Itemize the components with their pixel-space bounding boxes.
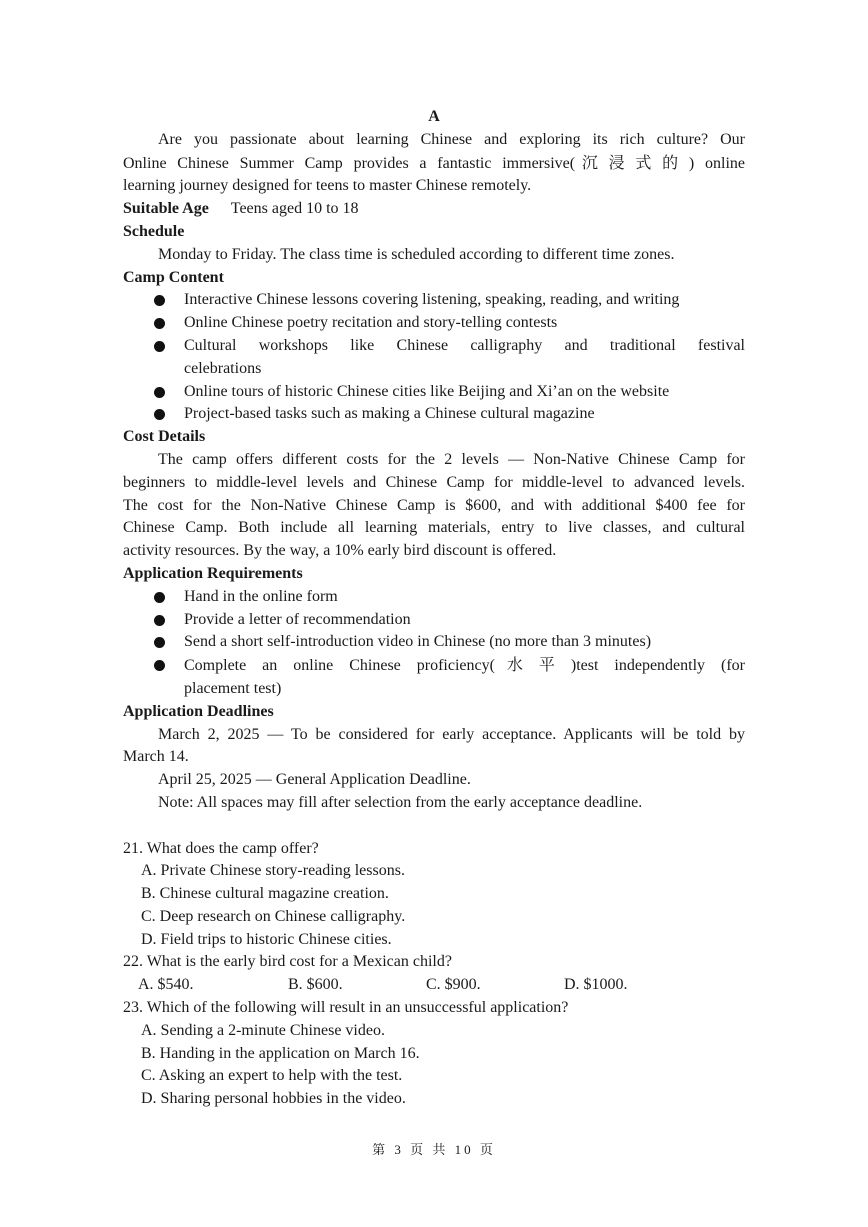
deadline-general: April 25, 2025 — General Application Deadline. <box>158 771 471 789</box>
cost-line-4: Chinese Camp. Both include all learning materials, entry to live classes, and cultural <box>123 519 745 537</box>
question-21-stem: 21. What does the camp offer? <box>123 839 319 857</box>
passage-page <box>123 106 745 1111</box>
list-item-first-line <box>184 654 745 678</box>
question-23-option-c: C. Asking an expert to help with the test. <box>141 1067 403 1085</box>
list-item-continuation: placement test) <box>184 679 282 697</box>
question-21-option-c: C. Deep research on Chinese calligraphy. <box>141 907 406 925</box>
spacer <box>123 815 745 838</box>
application-requirements-heading: Application Requirements <box>123 564 303 582</box>
intro-line-3: learning journey designed for teens to master Chinese remotely. <box>123 177 532 195</box>
proficiency-text-b: )test independently (for <box>570 657 745 675</box>
deadline-early-line-2: March 14. <box>123 748 189 766</box>
list-item-continuation: celebrations <box>184 359 262 377</box>
suitable-age-label: Suitable Age <box>123 200 209 218</box>
list-item: Project-based tasks such as making a Chinese cultural magazine <box>123 403 745 426</box>
intro-line-2-b: ) online <box>688 154 745 172</box>
list-item: Send a short self-introduction video in Chinese (no more than 3 minutes) <box>123 631 745 654</box>
intro-line-2 <box>123 152 745 176</box>
camp-content-list <box>123 289 745 426</box>
schedule-text: Monday to Friday. The class time is scheduled according to different time zones. <box>158 245 675 263</box>
list-item: Online Chinese poetry recitation and story-telling contests <box>123 312 745 335</box>
question-21-option-b: B. Chinese cultural magazine creation. <box>141 885 389 903</box>
cost-details-heading: Cost Details <box>123 428 206 446</box>
list-item: Online tours of historic Chinese cities like Beijing and Xi’an on the website <box>123 381 745 404</box>
question-21-option-a: A. Private Chinese story-reading lessons. <box>141 862 405 880</box>
cost-line-1: The camp offers different costs for the 2 levels — Non-Native Chinese Camp for <box>158 450 745 468</box>
question-23-stem: 23. Which of the following will result in an unsuccessful application? <box>123 999 569 1017</box>
intro-line-2-a: Online Chinese Summer Camp provides a fantastic immersive( <box>123 154 576 172</box>
question-22-options <box>123 974 745 997</box>
question-23-option-a: A. Sending a 2-minute Chinese video. <box>141 1021 385 1039</box>
suitable-age-value: Teens aged 10 to 18 <box>230 200 359 218</box>
camp-content-heading: Camp Content <box>123 268 224 286</box>
question-22-option-c: C. $900. <box>426 976 481 994</box>
question-22-stem: 22. What is the early bird cost for a Mexican child? <box>123 953 452 971</box>
cost-line-2: beginners to middle-level levels and Chinese Camp for middle-level to advanced levels. <box>123 473 745 491</box>
proficiency-chinese-gloss: 水平 <box>494 655 571 675</box>
question-21-option-d: D. Field trips to historic Chinese cities. <box>141 930 392 948</box>
question-22-option-a: A. $540. <box>138 976 194 994</box>
page-footer: 第 3 页 共 10 页 <box>372 1142 496 1157</box>
list-item-first-line: Cultural workshops like Chinese calligraphy and traditional festival <box>184 336 745 354</box>
cost-line-5: activity resources. By the way, a 10% early bird discount is offered. <box>123 542 557 560</box>
question-23-option-d: D. Sharing personal hobbies in the video. <box>141 1090 406 1108</box>
list-item <box>123 654 745 701</box>
list-item: Provide a letter of recommendation <box>123 609 745 632</box>
intro-chinese-gloss: 沉浸式的 <box>575 152 689 172</box>
deadline-note: Note: All spaces may fill after selection from the early acceptance deadline. <box>158 793 643 811</box>
deadline-early-line-1: March 2, 2025 — To be considered for early acceptance. Applicants will be told by <box>158 725 745 743</box>
question-22-option-d: D. $1000. <box>564 976 628 994</box>
proficiency-text-a: Complete an online Chinese proficiency( <box>184 657 495 675</box>
list-item <box>123 335 745 381</box>
application-requirements-list <box>123 586 745 701</box>
section-letter: A <box>428 108 440 125</box>
question-22-option-b: B. $600. <box>288 976 343 994</box>
application-deadlines-heading: Application Deadlines <box>123 702 274 720</box>
question-23-option-b: B. Handing in the application on March 16. <box>141 1044 420 1062</box>
list-item: Interactive Chinese lessons covering listening, speaking, reading, and writing <box>123 289 745 312</box>
list-item: Hand in the online form <box>123 586 745 609</box>
suitable-age <box>123 198 745 221</box>
cost-line-3: The cost for the Non-Native Chinese Camp is $600, and with additional $400 fee for <box>123 496 745 514</box>
intro-line-1: Are you passionate about learning Chinese and exploring its rich culture? Our <box>158 130 745 148</box>
schedule-heading: Schedule <box>123 222 185 240</box>
